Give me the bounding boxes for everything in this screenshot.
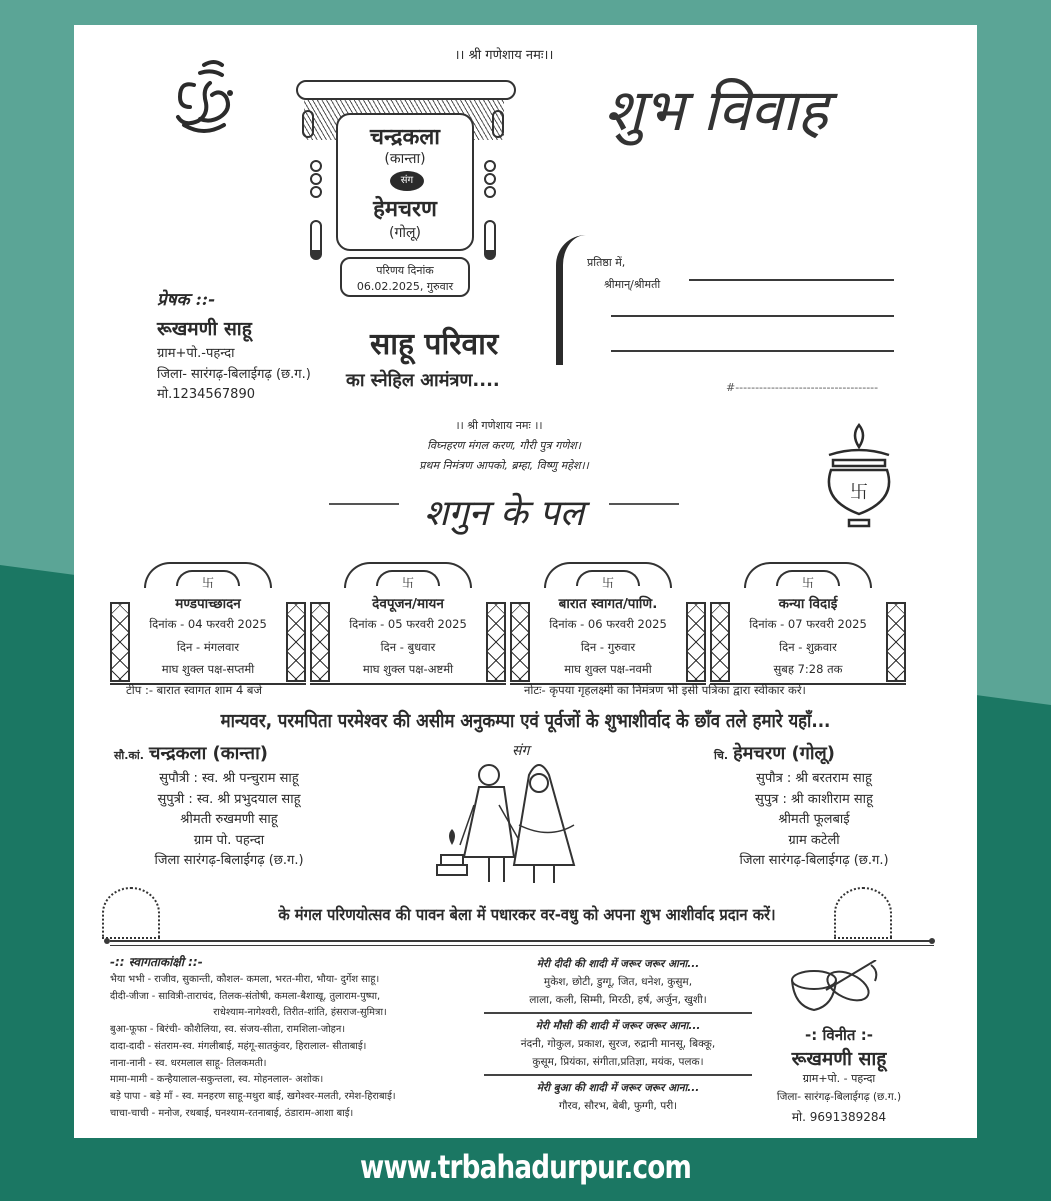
bead xyxy=(310,160,322,172)
bride-name: चन्द्रकला xyxy=(370,125,440,150)
sender-name: रूखमणी साहू xyxy=(157,318,252,340)
ritual-day: दिन - गुरुवार xyxy=(580,640,636,654)
groom-prefix: चि. xyxy=(714,749,729,762)
ritual-day: दिन - बुधवार xyxy=(380,640,436,654)
kids-divider xyxy=(484,1012,752,1014)
swagat-list xyxy=(110,972,490,1122)
ritual-tithi: माघ शुक्ल पक्ष-सप्तमी xyxy=(161,662,255,676)
header-invocation: ।। श्री गणेशाय नमः।। xyxy=(454,48,554,63)
divider-dot xyxy=(104,938,110,944)
mandap-bar xyxy=(296,80,516,100)
address-ref: #------------------------------------ xyxy=(726,381,879,394)
kids-section xyxy=(478,955,758,1115)
bride-heading xyxy=(114,741,268,765)
ritual-date: दिनांक - 05 फरवरी 2025 xyxy=(349,617,467,631)
pillar-ornament xyxy=(110,602,130,682)
swastik-icon: 卐 xyxy=(401,576,415,590)
swagat-line: दादा-दादी - संतराम-स्व. मंगलीबाई, महंगू-सातकुंवर, हिरालाल- सीताबाई। xyxy=(110,1040,367,1052)
prayer-line-3: प्रथम निमंत्रण आपको, ब्रम्हा, विष्णु महेश।। xyxy=(419,459,589,472)
kids-names: नंदनी, गोकुल, प्रकाश, सुरज, रुद्रानी मानसू, बिक्कू, xyxy=(520,1038,716,1050)
swagat-line: मामा-मामी - कन्हैयालाल-सकुन्तला, स्व. मोहनलाल- अशोक। xyxy=(110,1074,324,1086)
couple-illustration xyxy=(419,745,609,895)
ritual-date: दिनांक - 04 फरवरी 2025 xyxy=(149,617,267,631)
ritual-title: देवपूजन/मायन xyxy=(372,596,444,612)
ritual-day: दिन - मंगलवार xyxy=(176,640,240,654)
ritual-title: मण्डपाच्छादन xyxy=(175,596,241,612)
kids-names: मुकेश, छोटी, डुग्गू, जित, धनेश, कुसुम, xyxy=(543,976,693,988)
pillar-ornament xyxy=(686,602,706,682)
scroll-ornament-right xyxy=(609,503,679,505)
svg-text:卐: 卐 xyxy=(850,482,868,503)
groom-details xyxy=(714,769,914,872)
pillar-ornament xyxy=(510,602,530,682)
pillar-ornament xyxy=(886,602,906,682)
tip-note: टीप :- बारात स्वागत शाम 4 बजे xyxy=(126,683,263,697)
bead xyxy=(484,173,496,185)
bride-detail-line: श्रीमती रुखमणी साहू xyxy=(180,812,278,827)
shubh-vivah-title: शुभ विवाह xyxy=(604,76,828,144)
ganesh-om-icon xyxy=(164,55,244,145)
wave-divider xyxy=(310,681,506,685)
blessing-line: के मंगल परिणयोत्सव की पावन बेला में पधारकर वर-वधु को अपना शुभ आशीर्वाद प्रदान करें। xyxy=(278,905,776,924)
footer-url-link[interactable]: www.trbahadurpur.com xyxy=(360,1148,691,1186)
kids-names: लाला, कली, सिम्मी, मिरठी, हर्ष, अर्जुन, खुशी। xyxy=(529,994,707,1006)
swastik-icon: 卐 xyxy=(601,576,615,590)
swagat-line: दीदी-जीजा - सावित्री-ताराचंद, तिलक-संतोषी, कमला-बैशाखू, तुलाराम-पुष्पा, xyxy=(110,990,381,1002)
vinit-label: -: विनीत :- xyxy=(805,1026,873,1044)
bead xyxy=(484,186,496,198)
bead xyxy=(310,186,322,198)
gruhlakshmi-note: नोटः- कृपया गृहलक्ष्मी का निमंत्रण भी इसी पत्रिका द्वारा स्वीकार करें। xyxy=(524,683,806,697)
groom-detail-line: श्रीमती फूलबाई xyxy=(778,812,850,827)
address-shriman: श्रीमान्/श्रीमती xyxy=(604,278,661,291)
hanging-lamp-icon xyxy=(492,110,504,138)
groom-full-name: हेमचरण (गोलू) xyxy=(733,743,835,764)
divider-line xyxy=(110,945,934,946)
swagat-line: राधेश्याम-नागेश्वरी, तिरीत-शांति, हंसराज-सुमित्रा। xyxy=(213,1007,387,1019)
groom-detail-line: जिला सारंगढ़-बिलाईगढ़ (छ.ग.) xyxy=(739,853,889,868)
bead xyxy=(310,173,322,185)
bride-detail-line: सुपौत्री : स्व. श्री पन्चुराम साहू xyxy=(159,771,299,786)
ritual-date: दिनांक - 06 फरवरी 2025 xyxy=(549,617,667,631)
bride-details xyxy=(134,769,324,872)
swagat-line: बड़े पापा - बड़े माँ - स्व. मनहरण साहू-मथुरा बाई, खगेश्वर-मलती, रमेश-हिराबाई। xyxy=(110,1090,396,1102)
ritual-card xyxy=(510,576,706,698)
date-value: 06.02.2025, गुरुवार xyxy=(356,280,454,293)
bride-nick: (कान्ता) xyxy=(384,151,426,167)
kids-heading: मेरी मौसी की शादी में जरूर जरूर आना... xyxy=(535,1020,701,1032)
groom-name: हेमचरण xyxy=(373,197,437,222)
pillar-ornament xyxy=(486,602,506,682)
pillar-ornament xyxy=(286,602,306,682)
ritual-title: कन्या विदाई xyxy=(778,596,838,612)
mandala-ornament-right xyxy=(834,887,892,939)
decorative-ribbon xyxy=(556,235,586,365)
kids-names: कुसूम, प्रियंका, संगीता,प्रतिज्ञा, मयंक, पलक। xyxy=(532,1056,704,1068)
sang-badge: संग xyxy=(390,171,424,191)
ritual-title: बारात स्वागत/पाणि. xyxy=(558,596,658,612)
kids-heading: मेरी बुआ की शादी में जरूर जरूर आना... xyxy=(536,1082,700,1094)
vinit-phone: मो. 9691389284 xyxy=(791,1110,887,1124)
swagat-line: चाचा-चाची - मनोज, रथबाई, घनश्याम-रतनाबाई, ठंडाराम-आशा बाई। xyxy=(110,1107,354,1119)
prayer-line-1: ।। श्री गणेशाय नमः ।। xyxy=(455,419,543,432)
family-title: साहू परिवार xyxy=(370,327,499,362)
groom-detail-line: सुपुत्र : श्री काशीराम साहू xyxy=(755,791,873,807)
ritual-date: दिनांक - 07 फरवरी 2025 xyxy=(749,617,867,631)
hanging-lamp-icon xyxy=(484,220,496,260)
vinit-name: रूखमणी साहू xyxy=(791,1048,887,1070)
address-salutation: प्रतिष्ठा में, xyxy=(587,256,626,269)
hanging-lamp-icon xyxy=(302,110,314,138)
hanging-lamp-icon xyxy=(310,220,322,260)
mandala-ornament-left xyxy=(102,887,160,939)
wedding-date-box xyxy=(340,257,470,297)
groom-detail-line: ग्राम कटेली xyxy=(788,832,840,848)
scroll-ornament-left xyxy=(329,503,399,505)
kids-heading: मेरी दीदी की शादी में जरूर जरूर आना... xyxy=(536,958,700,970)
swagat-line: भैया भभी - राजीव, सुकान्ती, कौशल- कमला, भरत-मीरा, भौया- दुर्गेश साहू। xyxy=(110,974,380,985)
bead xyxy=(484,160,496,172)
ritual-card xyxy=(110,576,306,698)
sender-label: प्रेषक ::- xyxy=(157,290,216,310)
groom-nick: (गोलू) xyxy=(389,225,421,241)
kids-divider xyxy=(484,1074,752,1076)
bride-detail-line: सुपुत्री : स्व. श्री प्रभुदयाल साहू xyxy=(157,791,301,807)
bride-detail-line: ग्राम पो. पहन्दा xyxy=(193,832,265,848)
divider-line xyxy=(110,940,934,942)
date-label: परिणय दिनांक xyxy=(376,264,434,277)
pillar-ornament xyxy=(310,602,330,682)
family-subtitle: का स्नेहिल आमंत्रण.... xyxy=(346,370,500,391)
swastik-icon: 卐 xyxy=(201,576,215,590)
sender-district: जिला- सारंगढ़-बिलाईगढ़ (छ.ग.) xyxy=(157,367,311,382)
swagat-line: नाना-नानी - स्व. धरमलाल साहू- तिलकमती। xyxy=(110,1057,267,1069)
invitation-card xyxy=(74,25,977,1138)
groom-detail-line: सुपौत्र : श्री बरतराम साहू xyxy=(756,771,872,786)
ritual-card xyxy=(310,576,506,698)
shagun-title: शगुन के पल xyxy=(423,493,585,534)
bride-detail-line: जिला सारंगढ़-बिलाईगढ़ (छ.ग.) xyxy=(154,853,304,868)
sender-phone: मो.1234567890 xyxy=(157,387,255,402)
dhol-drum-icon xyxy=(786,960,896,1020)
swagat-line: बुआ-फूफा - बिरंची- कौशैलिया, स्व. संजय-सीता, रामशिला-जोहन। xyxy=(110,1024,346,1036)
swagat-title: -:: स्वागताकांक्षी ::- xyxy=(110,955,203,969)
ritual-tithi: सुबह 7:28 तक xyxy=(773,662,843,676)
ritual-tithi: माघ शुक्ल पक्ष-अष्टमी xyxy=(362,662,454,676)
ritual-tithi: माघ शुक्ल पक्ष-नवमी xyxy=(564,662,652,676)
address-line[interactable] xyxy=(689,279,894,281)
divider-dot xyxy=(929,938,935,944)
groom-heading xyxy=(714,741,835,765)
prayer-line-2: विघ्नहरण मंगल करण, गौरी पुत्र गणेश। xyxy=(427,439,581,452)
swastik-icon: 卐 xyxy=(801,576,815,590)
bride-prefix: सौ.कां. xyxy=(114,749,144,762)
invite-line: मान्यवर, परमपिता परमेश्वर की असीम अनुकम्पा एवं पूर्वजों के शुभाशीर्वाद के छाँव तले हमारे यहाँ... xyxy=(220,710,831,732)
sender-village: ग्राम+पो.-पहन्दा xyxy=(157,346,235,361)
vinit-village: ग्राम+पो. - पहन्दा xyxy=(802,1072,876,1085)
ritual-day: दिन - शुक्रवार xyxy=(779,640,837,654)
pillar-ornament xyxy=(710,602,730,682)
center-sang: संग xyxy=(512,743,530,759)
ritual-card xyxy=(710,576,906,698)
address-line[interactable] xyxy=(611,315,894,317)
couple-name-box xyxy=(336,113,474,251)
bride-full-name: चन्द्रकला (कान्ता) xyxy=(149,743,268,764)
vinit-district: जिला- सारंगढ़-बिलाईगढ़ (छ.ग.) xyxy=(776,1091,902,1103)
kalash-icon xyxy=(819,420,899,530)
address-line[interactable] xyxy=(611,350,894,352)
kids-names: गौरव, सौरभ, बेबी, फुग्गी, परी। xyxy=(558,1100,678,1112)
